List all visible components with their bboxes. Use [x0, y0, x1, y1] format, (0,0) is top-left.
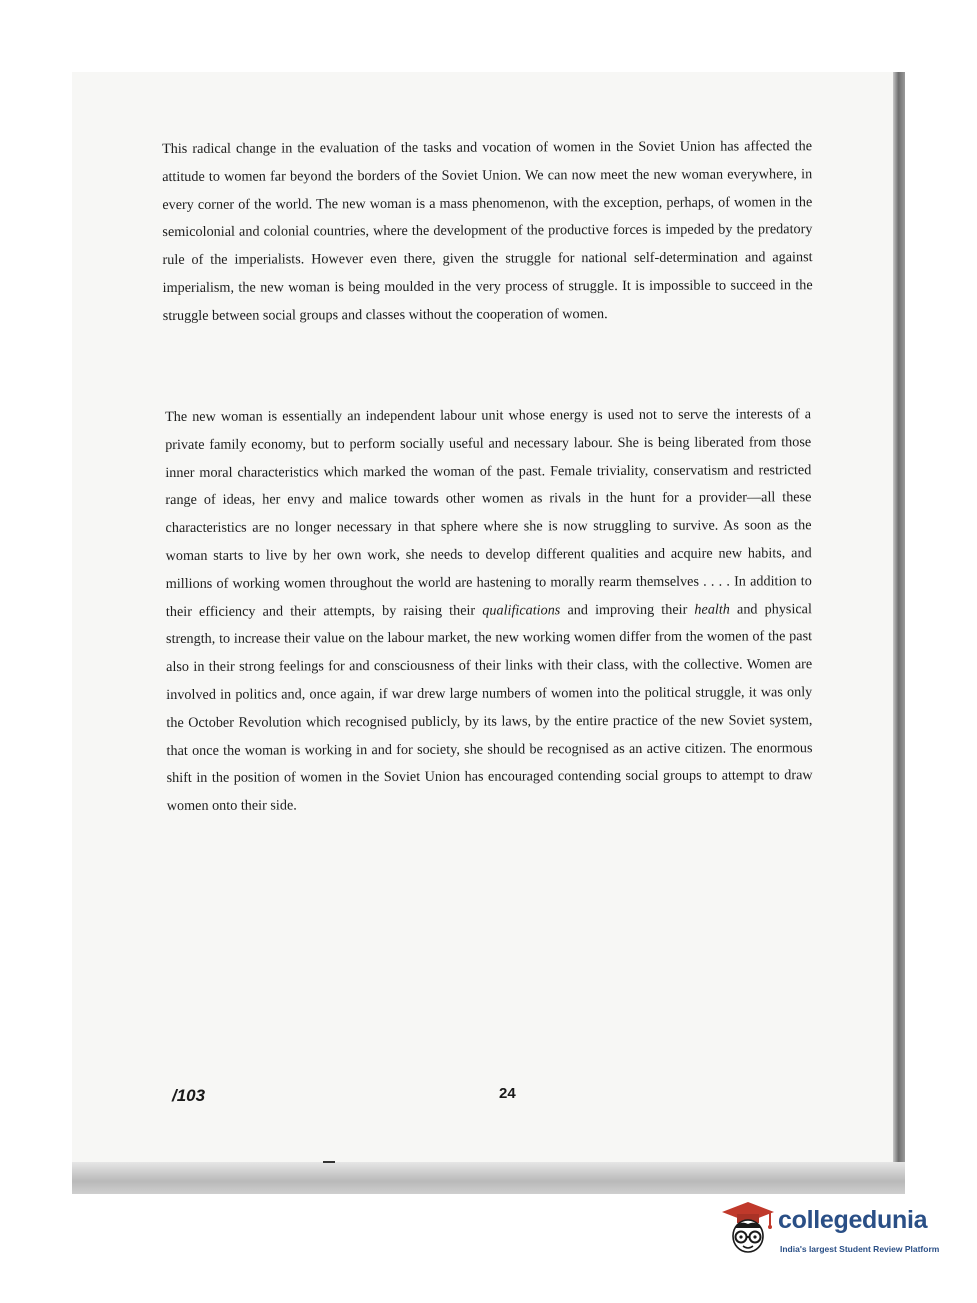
- page-number: 24: [499, 1085, 516, 1102]
- collegedunia-mascot-logo-icon: [720, 1200, 776, 1258]
- emphasis-health: health: [694, 601, 730, 618]
- scan-edge-bottom: [72, 1162, 905, 1194]
- paragraph-2: [165, 401, 813, 821]
- paragraph-1: [162, 133, 813, 330]
- emphasis-qualifications: qualifications: [482, 601, 561, 619]
- paragraph-1-text: This radical change in the evaluation of the tasks and vocation of women in the Soviet Union has affected the attitude to women far beyond the borders of the Soviet Union. We can now meet the new woman everywhere, in every corner of the world. The new woman is a mass phenomenon, with the exception, perhaps, of women in the semicolonial and colonial countries, where the development of the productive forces is impeded by the predatory rule of the imperialists. However even there, given the struggle for national self-determination and against imperialism, the new woman is being moulded in the very process of struggle. It is impossible to succeed in the struggle between social groups and classes without the cooperation of women.: [162, 138, 813, 324]
- scan-edge-right: [893, 72, 905, 1192]
- brand-tagline: India's largest Student Review Platform: [780, 1244, 940, 1254]
- collegedunia-watermark: [720, 1200, 950, 1270]
- footer-code: /103: [172, 1086, 206, 1105]
- paragraph-2-text-a: The new woman is essentially an independent labour unit whose energy is used not to serve the interests of a private family economy, but to perform socially useful and necessary labour. She is being liberated from those inner moral characteristics which marked the woman of the past. Female triviality, conservatism and restricted range of ideas, her envy and malice towards other women as rivals in the hunt for a provider—all these characteristics are no longer necessary in that sphere where she is now struggling to survive. As soon as the woman starts to live by her own work, she needs to develop different qualities and acquire new habits, and millions of working women throughout the world are hastening to morally rearm themselves . . . . In addition to their efficiency and their attempts, by raising their: [165, 406, 812, 620]
- scan-mark: [323, 1161, 335, 1163]
- brand-name: collegedunia: [778, 1206, 928, 1234]
- paragraph-2-text-c: and physical strength, to increase their value on the labour market, the new working women differ from the women of the past also in their strong feelings for and consciousness of their links with their class, with the collective. Women are involved in politics and, once again, if war drew large numbers of women into the political struggle, it was only the October Revolution which recognised publicly, by its laws, by the entire practice of the new Soviet system, that once the woman is working in and for society, she should be recognised as an active citizen. The enormous shift in the position of women in the Soviet Union has encouraged contending social groups to attempt to draw women onto their side.: [165, 600, 813, 815]
- paragraph-2-text-b: and improving their: [560, 601, 695, 618]
